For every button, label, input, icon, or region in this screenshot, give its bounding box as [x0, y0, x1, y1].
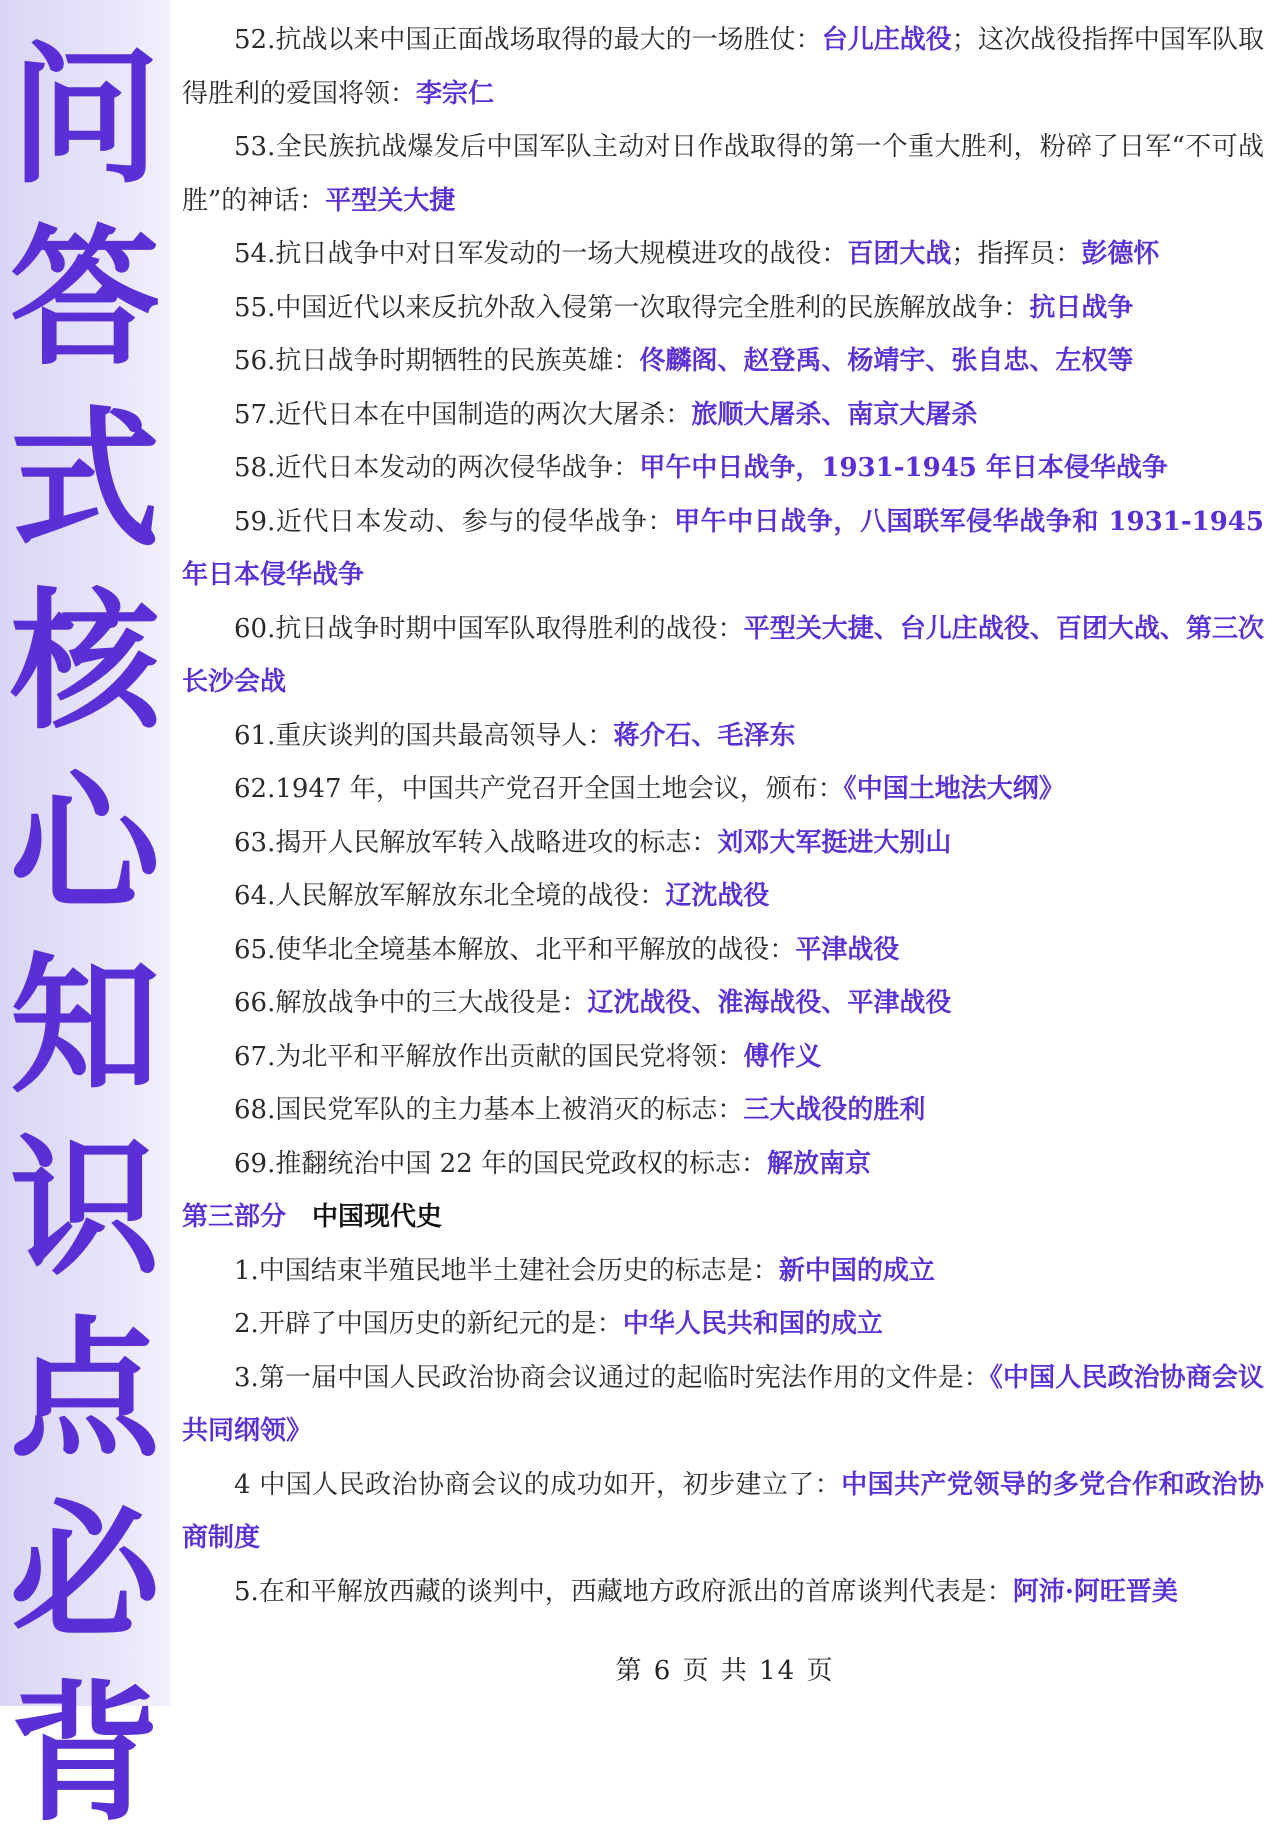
answer-text: 甲午中日战争，八国联军侵华战争和 1931-1945 年日本侵华战争	[182, 506, 1264, 590]
qa-item	[182, 870, 1264, 924]
question-text: ；指挥员：	[951, 239, 1082, 269]
sidebar-title-char: 答	[9, 212, 160, 386]
answer-text: 台儿庄战役	[821, 25, 952, 55]
qa-item	[182, 1084, 1264, 1138]
question-text: 3.第一届中国人民政治协商会议通过的起临时宪法作用的文件是：	[234, 1362, 990, 1393]
answer-text: 傅作义	[743, 1041, 822, 1072]
question-text: 62.1947 年，中国共产党召开全国土地会议，颁布：	[234, 774, 844, 804]
page-number: 第 6 页 共 14 页	[615, 1656, 835, 1686]
answer-text: 佟麟阁、赵登禹、杨靖宇、张自忠、左权等	[639, 346, 1134, 376]
qa-item	[182, 228, 1264, 282]
answer-text: 蒋介石、毛泽东	[613, 720, 796, 751]
answer-text: 阿沛·阿旺晋美	[1012, 1576, 1178, 1607]
answer-text: 李宗仁	[416, 78, 495, 109]
qa-item	[182, 924, 1264, 978]
sidebar-title-char: 问	[9, 30, 160, 204]
question-text: 59.近代日本发动、参与的侵华战争：	[234, 506, 675, 537]
answer-text: 平型关大捷、台儿庄战役、百团大战、第三次长沙会战	[182, 613, 1264, 697]
answer-text: 甲午中日战争，1931-1945 年日本侵华战争	[639, 453, 1168, 483]
answer-text: 彭德怀	[1081, 239, 1160, 269]
question-text: 58.近代日本发动的两次侵华战争：	[234, 453, 640, 483]
sidebar-title-char: 心	[9, 758, 160, 932]
qa-item	[182, 710, 1264, 764]
answer-text: 《中国土地法大纲》	[843, 774, 1065, 804]
question-text: 2.开辟了中国历史的新纪元的是：	[234, 1309, 623, 1339]
question-text: 63.揭开人民解放军转入战略进攻的标志：	[234, 827, 718, 858]
question-text: 52.抗战以来中国正面战场取得的最大的一场胜仗：	[234, 25, 822, 55]
sidebar-title-char: 知	[9, 940, 160, 1114]
answer-text: 辽沈战役	[665, 881, 770, 911]
sidebar-title-char: 背	[9, 1668, 160, 1842]
qa-item	[182, 1352, 1264, 1459]
answer-text: 《中国人民政治协商会议共同纲领》	[182, 1362, 1264, 1446]
qa-item	[182, 1138, 1264, 1192]
answer-text: 旅顺大屠杀、南京大屠杀	[691, 399, 978, 430]
answer-text: 百团大战	[847, 239, 952, 269]
sidebar-title-char: 必	[9, 1486, 160, 1660]
qa-item	[182, 763, 1264, 817]
question-text: 68.国民党军队的主力基本上被消灭的标志：	[234, 1095, 744, 1125]
answer-text: 辽沈战役、淮海战役、平津战役	[587, 988, 952, 1018]
sidebar-title-char: 式	[9, 394, 160, 568]
qa-item	[182, 603, 1264, 710]
answer-text: 新中国的成立	[778, 1255, 935, 1286]
qa-item	[182, 389, 1264, 443]
question-text: 56.抗日战争时期牺牲的民族英雄：	[234, 346, 640, 376]
question-text: 4 中国人民政治协商会议的成功如开，初步建立了：	[234, 1469, 842, 1500]
answer-text: 中国共产党领导的多党合作和政治协商制度	[182, 1469, 1264, 1553]
answer-text: 中华人民共和国的成立	[622, 1309, 883, 1339]
qa-item	[182, 496, 1264, 603]
qa-item	[182, 121, 1264, 228]
sidebar-title-char: 识	[9, 1122, 160, 1296]
qa-item	[182, 1566, 1264, 1620]
answer-text: 平型关大捷	[325, 185, 456, 216]
qa-item	[182, 817, 1264, 871]
qa-item	[182, 14, 1264, 121]
sidebar-title-char: 核	[9, 576, 160, 750]
answer-text: 解放南京	[766, 1148, 871, 1179]
question-text: ；这次战役指挥中国军队取得胜利的爱国将领：	[182, 25, 1264, 109]
question-text: 67.为北平和平解放作出贡献的国民党将领：	[234, 1041, 744, 1072]
question-text: 55.中国近代以来反抗外敌入侵第一次取得完全胜利的民族解放战争：	[234, 292, 1030, 323]
qa-item	[182, 1459, 1264, 1566]
answer-text: 刘邓大军挺进大别山	[717, 827, 952, 858]
qa-content	[182, 14, 1264, 1619]
question-text: 57.近代日本在中国制造的两次大屠杀：	[234, 399, 692, 430]
section-heading	[182, 1191, 1264, 1245]
question-text: 61.重庆谈判的国共最高领导人：	[234, 720, 614, 751]
qa-item	[182, 1298, 1264, 1352]
question-text: 53.全民族抗战爆发后中国军队主动对日作战取得的第一个重大胜利，粉碎了日军“不可战胜”的神话：	[182, 132, 1264, 216]
question-text: 1.中国结束半殖民地半土建社会历史的标志是：	[234, 1255, 779, 1286]
answer-text: 平津战役	[795, 934, 900, 965]
sidebar-title-char: 点	[9, 1304, 160, 1478]
question-text: 66.解放战争中的三大战役是：	[234, 988, 588, 1018]
section-title: 中国现代史	[312, 1202, 443, 1232]
qa-item	[182, 1245, 1264, 1299]
question-text: 60.抗日战争时期中国军队取得胜利的战役：	[234, 613, 744, 644]
question-text: 5.在和平解放西藏的谈判中，西藏地方政府派出的首席谈判代表是：	[234, 1576, 1013, 1607]
qa-item	[182, 442, 1264, 496]
answer-text: 抗日战争	[1029, 292, 1134, 323]
qa-item	[182, 335, 1264, 389]
sidebar-title	[6, 26, 164, 1846]
question-text: 69.推翻统治中国 22 年的国民党政权的标志：	[234, 1148, 767, 1179]
question-text: 65.使华北全境基本解放、北平和平解放的战役：	[234, 934, 796, 965]
answer-text: 三大战役的胜利	[743, 1095, 926, 1125]
qa-item	[182, 282, 1264, 336]
section-number: 第三部分	[182, 1202, 287, 1232]
qa-item	[182, 977, 1264, 1031]
question-text: 54.抗日战争中对日军发动的一场大规模进攻的战役：	[234, 239, 848, 269]
page-footer	[0, 1650, 1280, 1687]
qa-item	[182, 1031, 1264, 1085]
sidebar-banner	[0, 0, 170, 1842]
question-text: 64.人民解放军解放东北全境的战役：	[234, 881, 666, 911]
